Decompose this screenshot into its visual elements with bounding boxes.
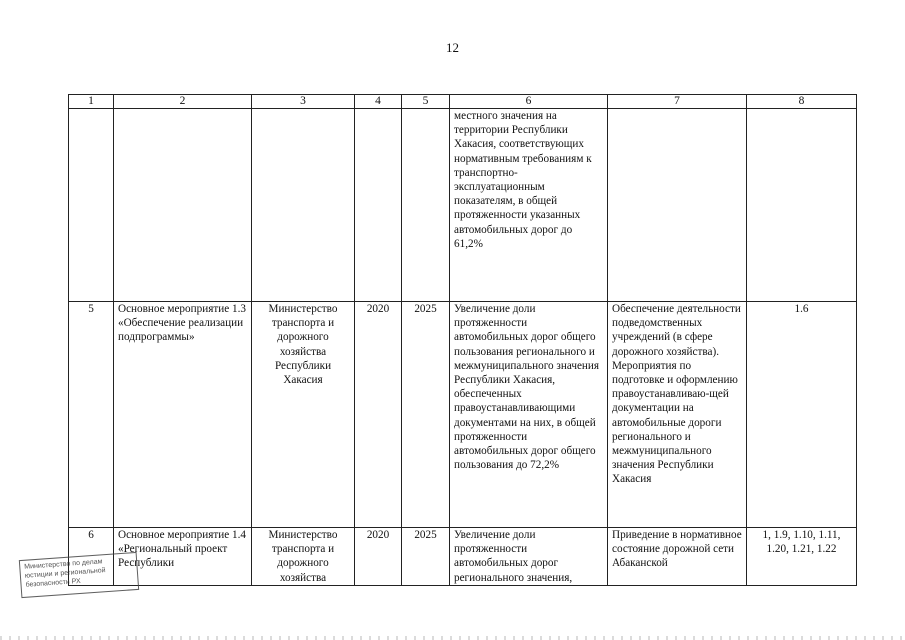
registration-stamp xyxy=(19,552,139,598)
end-year-cell: 2025 xyxy=(402,528,450,586)
expected-result-cell: местного значения на территории Республики Хакасия, соответствующих нормативным требованиям к транспортно-эксплуатационным показателям, в общей протяженности указанных автомобильных дорог до 61,2% xyxy=(450,109,608,302)
responsible-executor-cell: Министерство транспорта и дорожного хозяйства xyxy=(252,528,355,586)
end-year-cell: 2025 xyxy=(402,302,450,528)
column-header: 6 xyxy=(450,95,608,109)
measure-name-cell: Основное мероприятие 1.4 «Региональный проект Республики xyxy=(114,528,252,586)
row-number-cell: 6 xyxy=(69,528,114,586)
measure-name-cell xyxy=(114,109,252,302)
stamp-line: Министерство по делам xyxy=(24,558,103,571)
table-header-row xyxy=(69,95,857,109)
start-year-cell: 2020 xyxy=(355,528,402,586)
row-number-cell xyxy=(69,109,114,302)
column-header: 1 xyxy=(69,95,114,109)
main-directions-cell: Обеспечение деятельности подведомственных учреждений (в сфере дорожного хозяйства). Мероприятия по подготовке и оформлению правоустанавливаю-щей документации на автомобильные дороги регионального и межмуниципального значения Республики Хакасия xyxy=(608,302,747,528)
start-year-cell: 2020 xyxy=(355,302,402,528)
measures-table xyxy=(68,94,857,586)
column-header: 7 xyxy=(608,95,747,109)
responsible-executor-cell xyxy=(252,109,355,302)
stamp-line: безопасности РХ xyxy=(25,577,81,589)
table-row xyxy=(69,528,857,586)
column-header: 4 xyxy=(355,95,402,109)
start-year-cell xyxy=(355,109,402,302)
indicator-link-cell: 1, 1.9, 1.10, 1.11, 1.20, 1.21, 1.22 xyxy=(747,528,857,586)
table-row xyxy=(69,302,857,528)
main-directions-cell: Приведение в нормативное состояние дорожной сети Абаканской xyxy=(608,528,747,586)
expected-result-cell: Увеличение доли протяженности автомобильных дорог общего пользования регионального и межмуниципального значения Республики Хакасия, обеспеченных правоустанавливающими документами на них, в общей протяженности автомобильных дорог общего пользования до 72,2% xyxy=(450,302,608,528)
indicator-link-cell: 1.6 xyxy=(747,302,857,528)
column-header: 5 xyxy=(402,95,450,109)
stamp-line: юстиции и региональной xyxy=(24,567,106,580)
row-number-cell: 5 xyxy=(69,302,114,528)
responsible-executor-cell: Министерство транспорта и дорожного хозяйства Республики Хакасия xyxy=(252,302,355,528)
scan-edge-artifact xyxy=(0,636,905,640)
end-year-cell xyxy=(402,109,450,302)
page-number: 12 xyxy=(446,40,459,55)
table-row xyxy=(69,109,857,302)
measure-name-cell: Основное мероприятие 1.3 «Обеспечение реализации подпрограммы» xyxy=(114,302,252,528)
expected-result-cell: Увеличение доли протяженности автомобильных дорог регионального значения, xyxy=(450,528,608,586)
column-header: 8 xyxy=(747,95,857,109)
main-directions-cell xyxy=(608,109,747,302)
indicator-link-cell xyxy=(747,109,857,302)
column-header: 2 xyxy=(114,95,252,109)
column-header: 3 xyxy=(252,95,355,109)
